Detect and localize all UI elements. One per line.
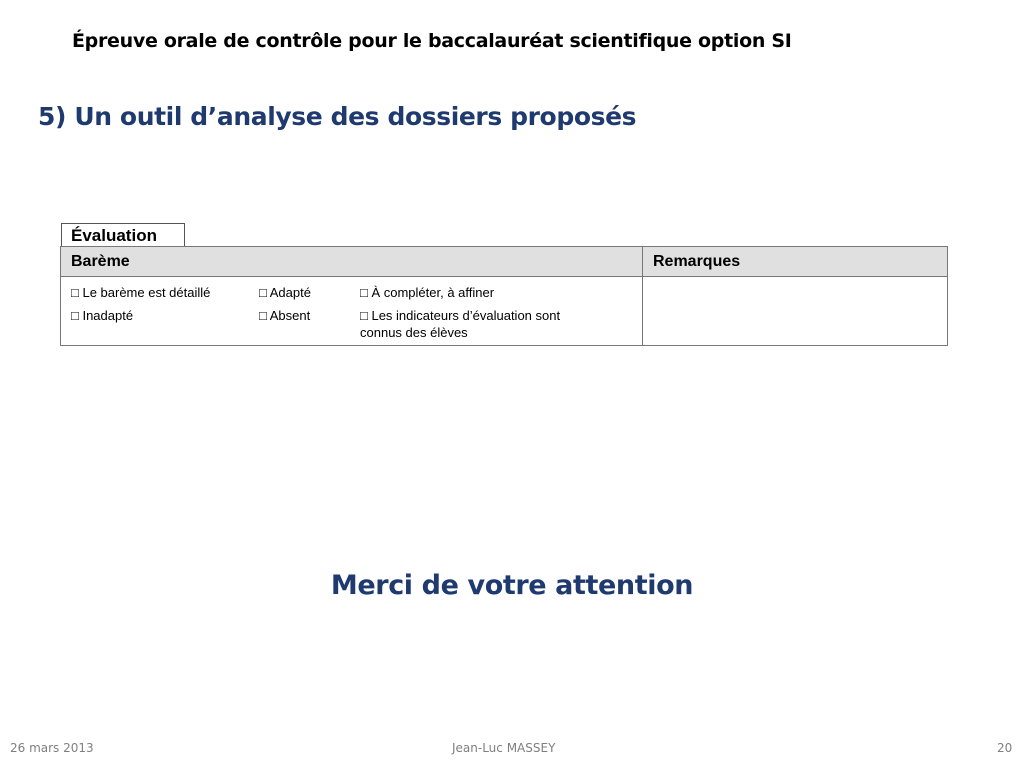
- section-title: 5) Un outil d’analyse des dossiers proposés: [38, 102, 637, 131]
- column-divider: [642, 247, 643, 345]
- slide-header-title: Épreuve orale de contrôle pour le baccalauréat scientifique option SI: [72, 30, 792, 52]
- checkbox-indicateurs-connus-continued: connus des élèves: [360, 325, 468, 340]
- evaluation-table-header: [61, 247, 947, 277]
- checkbox-absent[interactable]: □ Absent: [259, 308, 311, 323]
- closing-message: Merci de votre attention: [330, 570, 694, 601]
- checkbox-a-completer[interactable]: □ À compléter, à affiner: [360, 285, 495, 300]
- checkbox-bareme-detaille[interactable]: □ Le barème est détaillé: [71, 285, 211, 300]
- footer-author: Jean-Luc MASSEY: [452, 741, 556, 755]
- evaluation-tab-label: Évaluation: [61, 223, 185, 246]
- checkbox-adapte[interactable]: □ Adapté: [259, 285, 311, 300]
- checkbox-inadapte[interactable]: □ Inadapté: [71, 308, 134, 323]
- column-header-remarques: Remarques: [653, 253, 741, 270]
- footer-page-number: 20: [997, 741, 1013, 755]
- column-header-bareme: Barème: [71, 253, 130, 270]
- checkbox-indicateurs-connus[interactable]: □ Les indicateurs d’évaluation sont: [360, 308, 561, 323]
- evaluation-table: [60, 246, 948, 346]
- footer-date: 26 mars 2013: [10, 741, 94, 755]
